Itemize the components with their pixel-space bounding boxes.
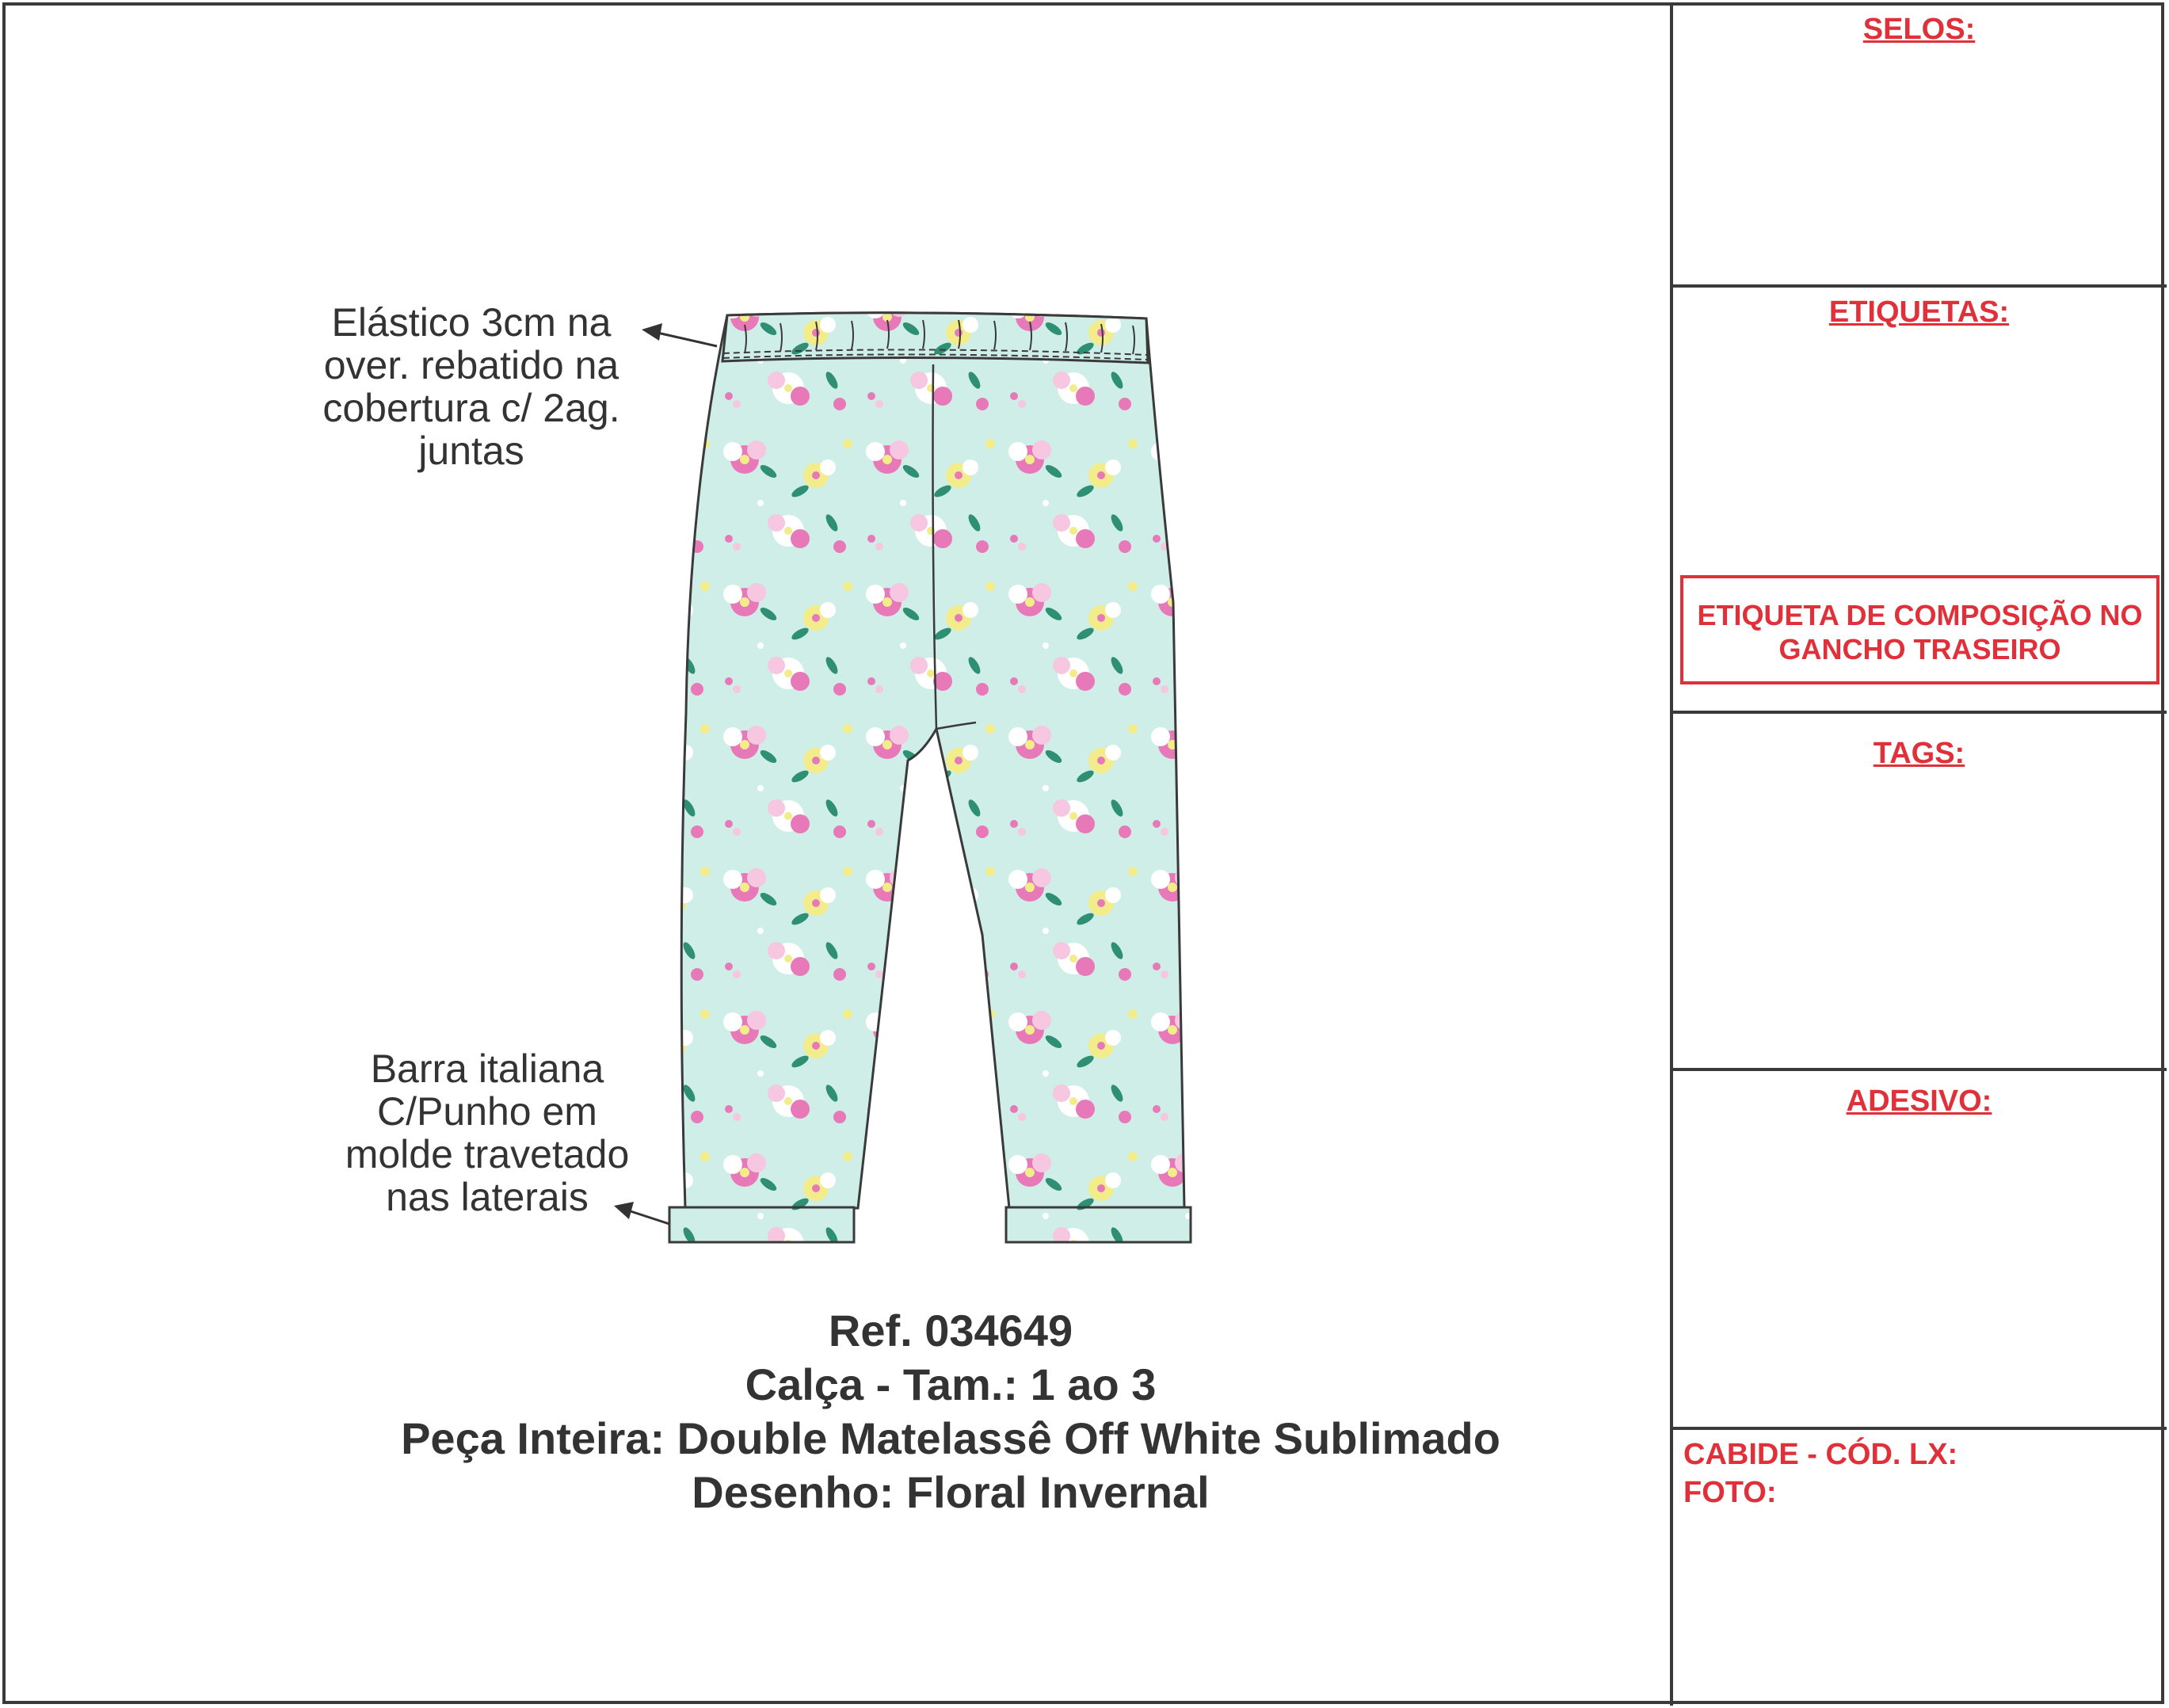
selos-title: SELOS: [1862,13,1976,46]
hem-note-line: nas laterais [386,1175,589,1219]
product-item: Calça - Tam.: 1 ao 3 [745,1359,1157,1409]
hem-note-line: molde travetado [345,1132,630,1176]
composition-line-1: ETIQUETA DE COMPOSIÇÃO NO [1697,599,2143,631]
elastic-arrow-head [642,323,662,341]
cabide-label: CABIDE - CÓD. LX: [1683,1438,1958,1471]
product-design: Desenho: Floral Invernal [692,1467,1210,1517]
elastic-note-line: over. rebatido na [323,343,619,387]
hem-note-line: C/Punho em [377,1089,597,1134]
tags-title: TAGS: [1873,737,1965,770]
elastic-note-line: Elástico 3cm na [331,300,612,345]
foto-label: FOTO: [1683,1476,1777,1509]
product-fabric: Peça Inteira: Double Matelassê Off White Sublimado [401,1413,1500,1463]
composition-line-2: GANCHO TRASEIRO [1778,633,2061,665]
right-cuff [1006,1207,1191,1242]
elastic-note-line: cobertura c/ 2ag. [322,386,620,430]
hem-note-line: Barra italiana [370,1047,604,1091]
adesivo-title: ADESIVO: [1846,1085,1992,1118]
etiquetas-title: ETIQUETAS: [1828,295,2010,329]
product-ref: Ref. 034649 [828,1306,1073,1355]
hem-arrow-head [614,1202,634,1219]
elastic-note-line: juntas [418,429,524,473]
hem-arrow [626,1210,669,1224]
left-cuff [669,1207,854,1242]
elastic-arrow [658,333,717,346]
